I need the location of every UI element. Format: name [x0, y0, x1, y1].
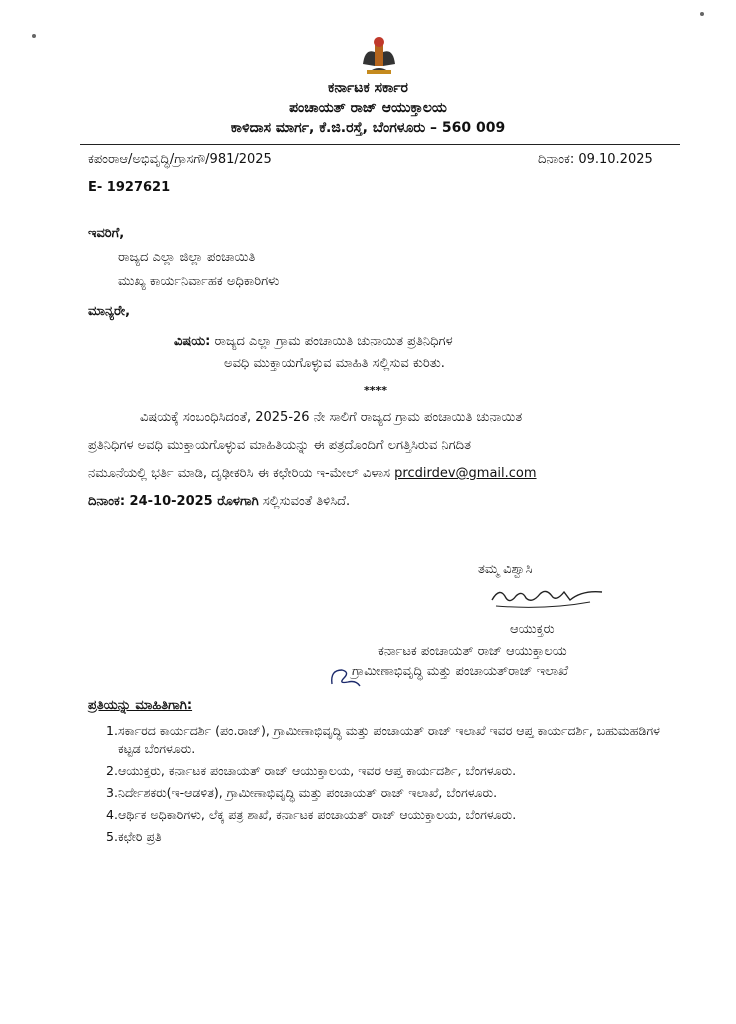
subject-label: ವಿಷಯ: — [174, 334, 211, 349]
signatory-title: ಆಯುಕ್ತರು — [510, 622, 555, 637]
header-office: ಪಂಚಾಯತ್ ರಾಜ್ ಆಯುಕ್ತಾಲಯ — [289, 100, 447, 116]
closing: ತಮ್ಮ ವಿಶ್ವಾಸಿ — [478, 562, 533, 577]
email-address: prcdirdev@gmail.com — [394, 466, 537, 481]
scan-dot — [32, 34, 36, 38]
deadline-date: ದಿನಾಂಕ: 24-10-2025 ರೊಳಗಾಗಿ — [88, 494, 259, 509]
body-line-1: ವಿಷಯಕ್ಕೆ ಸಂಬಂಧಿಸಿದಂತೆ, 2025-26 ನೇ ಸಾಲಿಗೆ ರಾಜ್ಯದ ಗ್ರಾಮ ಪಂಚಾಯಿತಿ ಚುನಾಯಿತ — [140, 410, 523, 425]
copy-item-number: 1. — [106, 723, 118, 738]
signatory-department: ಗ್ರಾಮೀಣಾಭಿವೃದ್ಧಿ ಮತ್ತು ಪಂಚಾಯತ್‌ರಾಜ್ ಇಲಾಖೆ — [352, 664, 569, 679]
copy-item — [88, 828, 672, 846]
subject-line-1 — [174, 334, 453, 349]
copy-item-number: 5. — [106, 829, 118, 844]
copy-item-text: ಸರ್ಕಾರದ ಕಾರ್ಯದರ್ಶಿ (ಪಂ.ರಾಜ್), ಗ್ರಾಮೀಣಾಭಿವೃದ್ಧಿ ಮತ್ತು ಪಂಚಾಯತ್ ರಾಜ್ ಇಲಾಖೆ ಇವರ ಆಪ್ತ ಕಾರ್ಯದರ್ಶಿ, ಬಹುಮಹಡಿಗಳ ಕಟ್ಟಡ ಬೆಂಗಳೂರು. — [118, 723, 660, 756]
body-line-3 — [88, 466, 664, 481]
copy-item — [88, 762, 672, 780]
salutation: ಮಾನ್ಯರೇ, — [88, 304, 131, 319]
e-file-number: E- 1927621 — [88, 180, 171, 195]
body-line-2: ಪ್ರತಿನಿಧಿಗಳ ಅವಧಿ ಮುಕ್ತಾಯಗೊಳ್ಳುವ ಮಾಹಿತಿಯನ್ನು ಈ ಪತ್ರದೊಂದಿಗೆ ಲಗತ್ತಿಸಿರುವ ನಿಗದಿತ — [88, 438, 471, 453]
copy-item-number: 2. — [106, 763, 118, 778]
addressee-line-2: ಮುಖ್ಯ ಕಾರ್ಯನಿರ್ವಾಹಕ ಅಧಿಕಾರಿಗಳು — [118, 274, 280, 289]
header-government: ಕರ್ನಾಟಕ ಸರ್ಕಾರ — [328, 80, 408, 96]
header-divider — [80, 144, 680, 145]
letter-date: ದಿನಾಂಕ: 09.10.2025 — [538, 152, 653, 167]
copies-list — [88, 722, 672, 850]
header-address: ಕಾಳಿದಾಸ ಮಾರ್ಗ, ಕೆ.ಜಿ.ರಸ್ತೆ, ಬೆಂಗಳೂರು – 560 009 — [230, 120, 506, 136]
signature-scribble — [486, 582, 606, 612]
copies-heading: ಪ್ರತಿಯನ್ನು ಮಾಹಿತಿಗಾಗಿ: — [88, 698, 193, 713]
copy-item — [88, 806, 672, 824]
copy-item — [88, 784, 672, 802]
copy-item-number: 4. — [106, 807, 118, 822]
copy-item-text: ನಿರ್ದೇಶಕರು(ಇ-ಆಡಳಿತ), ಗ್ರಾಮೀಣಾಭಿವೃದ್ಧಿ ಮತ್ತು ಪಂಚಾಯತ್ ರಾಜ್ ಇಲಾಖೆ, ಬೆಂಗಳೂರು. — [118, 785, 498, 800]
addressee-to: ಇವರಿಗೆ, — [88, 226, 125, 241]
body-line-4 — [88, 494, 664, 509]
scan-dot — [700, 12, 704, 16]
copy-item-text: ಕಛೇರಿ ಪ್ರತಿ — [118, 829, 162, 844]
separator: **** — [364, 384, 388, 397]
subject-line-2: ಅವಧಿ ಮುಕ್ತಾಯಗೊಳ್ಳುವ ಮಾಹಿತಿ ಸಲ್ಲಿಸುವ ಕುರಿತು. — [224, 356, 445, 371]
body-line-3-text: ನಮೂನೆಯಲ್ಲಿ ಭರ್ತಿ ಮಾಡಿ, ದೃಢೀಕರಿಸಿ ಈ ಕಛೇರಿಯ ಇ-ಮೇಲ್ ವಿಳಾಸ — [88, 466, 390, 481]
copy-item-number: 3. — [106, 785, 118, 800]
copy-item-text: ಆಯುಕ್ತರು, ಕರ್ನಾಟಕ ಪಂಚಾಯತ್ ರಾಜ್ ಆಯುಕ್ತಾಲಯ, ಇವರ ಆಪ್ತ ಕಾರ್ಯದರ್ಶಿ, ಬೆಂಗಳೂರು. — [118, 763, 517, 778]
copy-item-text: ಆರ್ಥಿಕ ಅಧಿಕಾರಿಗಳು, ಲೆಕ್ಕ ಪತ್ರ ಶಾಖೆ, ಕರ್ನಾಟಕ ಪಂಚಾಯತ್ ರಾಜ್ ಆಯುಕ್ತಾಲಯ, ಬೆಂಗಳೂರು. — [118, 807, 517, 822]
copy-item — [88, 722, 672, 758]
addressee-line-1: ರಾಜ್ಯದ ಎಲ್ಲಾ ಜಿಲ್ಲಾ ಪಂಚಾಯಿತಿ — [118, 250, 256, 265]
karnataka-emblem-icon — [355, 34, 403, 76]
subject-text-1: ರಾಜ್ಯದ ಎಲ್ಲಾ ಗ್ರಾಮ ಪಂಚಾಯಿತಿ ಚುನಾಯಿತ ಪ್ರತಿನಿಧಿಗಳ — [214, 334, 453, 349]
reference-number: ಕಪಂರಾಆ/ಅಭಿವೃದ್ಧಿ/ಗ್ರಾಸಗೌ/981/2025 — [88, 152, 272, 167]
signatory-office: ಕರ್ನಾಟಕ ಪಂಚಾಯತ್ ರಾಜ್ ಆಯುಕ್ತಾಲಯ — [378, 644, 567, 659]
deadline-text: ಸಲ್ಲಿಸುವಂತೆ ತಿಳಿಸಿದೆ. — [258, 494, 351, 509]
